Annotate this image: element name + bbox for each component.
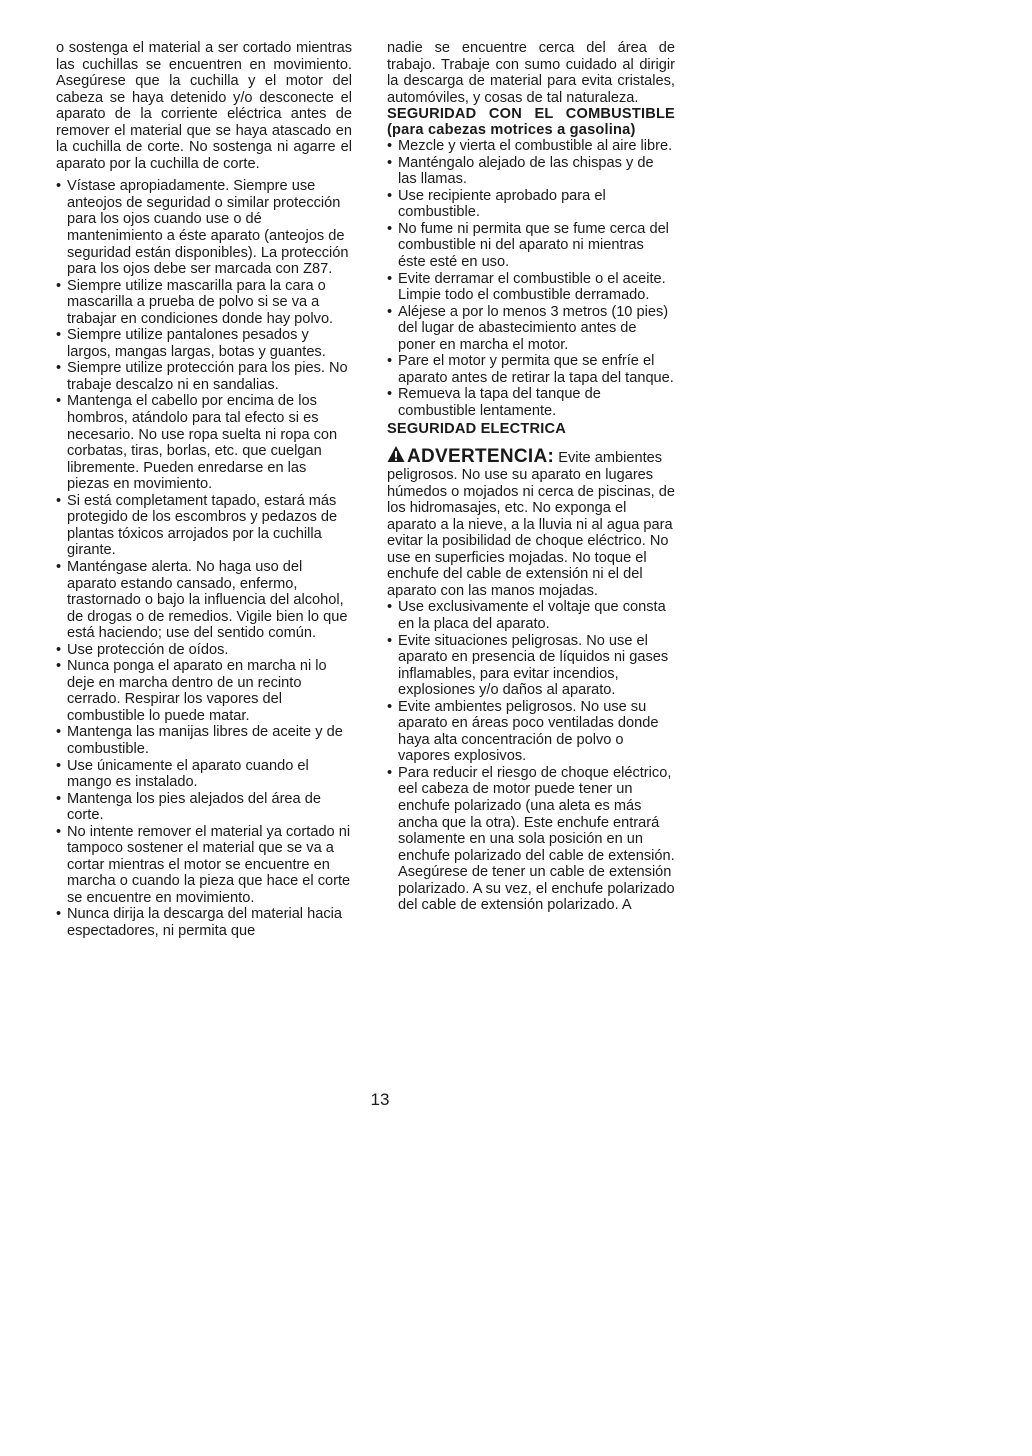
- list-item: • Manténgalo alejado de las chispas y de las llamas.: [387, 155, 675, 188]
- list-item: • Siempre utilize pantalones pesados y largos, mangas largas, botas y guantes.: [56, 327, 352, 360]
- list-item: • Use protección de oídos.: [56, 642, 352, 659]
- list-item: • Si está completament tapado, estará más protegido de los escombros y pedazos de plantas tóxicos arrojados por la cuchilla girante.: [56, 493, 352, 559]
- list-item: • Mantenga el cabello por encima de los hombros, atándolo para tal efecto si es necesario. No use ropa suelta ni ropa con corbatas, tiras, borlas, etc. que cuelgan libremente. Pueden enredarse en las piezas en movimiento.: [56, 393, 352, 492]
- list-item: • No intente remover el material ya cortado ni tampoco sostener el material que se va a cortar mientras el motor se encuentre en marcha o cuando la pieza que hace el corte se encuentre en movimiento.: [56, 824, 352, 907]
- list-item: • Manténgase alerta. No haga uso del aparato estando cansado, enfermo, trastornado o bajo la influencia del alcohol, de drogas o de remedios. Vigile bien lo que está haciendo; use del sentido común.: [56, 559, 352, 642]
- list-item: • Evite ambientes peligrosos. No use su aparato en áreas poco ventiladas donde haya alta concentración de polvo o vapores explosivos.: [387, 699, 675, 765]
- warning-triangle-icon: [387, 445, 405, 463]
- warning-block: [387, 445, 675, 599]
- warning-label: ADVERTENCIA:: [407, 446, 555, 468]
- list-item: • Use únicamente el aparato cuando el mango es instalado.: [56, 758, 352, 791]
- list-item: • Nunca dirija la descarga del material hacia espectadores, ni permita que: [56, 906, 352, 939]
- list-item: • Siempre utilize mascarilla para la cara o mascarilla a prueba de polvo si se va a trabajar en condiciones donde hay polvo.: [56, 278, 352, 328]
- page-number: 13: [370, 1090, 390, 1109]
- list-item: • Mezcle y vierta el combustible al aire libre.: [387, 138, 675, 155]
- list-item: • Mantenga los pies alejados del área de corte.: [56, 791, 352, 824]
- list-item: • Vístase apropiadamente. Siempre use anteojos de seguridad o similar protección para los ojos cuando use o dé mantenimiento a éste aparato (anteojos de seguridad están disponibles). La protección para los ojos debe ser marcada con Z87.: [56, 178, 352, 277]
- list-item: • Siempre utilize protección para los pies. No trabaje descalzo ni en sandalias.: [56, 360, 352, 393]
- list-item: • Evite derramar el combustible o el aceite. Limpie todo el combustible derramado.: [387, 271, 675, 304]
- fuel-bullet-list: [387, 138, 675, 419]
- list-item: • Pare el motor y permita que se enfríe el aparato antes de retirar la tapa del tanque.: [387, 353, 675, 386]
- list-item: • Evite situaciones peligrosas. No use el aparato en presencia de líquidos ni gases inflamables, para evitar incendios, explosiones y/o daños al aparato.: [387, 633, 675, 699]
- right-column: [387, 40, 675, 914]
- safety-bullet-list: [56, 178, 352, 939]
- list-item: • Aléjese a por lo menos 3 metros (10 pies) del lugar de abastecimiento antes de poner en marcha el motor.: [387, 304, 675, 354]
- list-item: • Remueva la tapa del tanque de combustible lentamente.: [387, 386, 675, 419]
- list-item: • Use recipiente aprobado para el combustible.: [387, 188, 675, 221]
- continuation-paragraph: nadie se encuentre cerca del área de trabajo. Trabaje con sumo cuidado al dirigir la descarga de material para evita cristales, automóviles, y cosas de tal naturaleza.: [387, 40, 675, 106]
- fuel-safety-heading: SEGURIDAD CON EL COMBUSTIBLE (para cabezas motrices a gasolina): [387, 106, 675, 139]
- list-item: • Para reducir el riesgo de choque eléctrico, eel cabeza de motor puede tener un enchufe polarizado (una aleta es más ancha que la otra). Este enchufe entrará solamente en una sola posición en un enchufe polarizado del cable de extensión. Asegúrese de tener un cable de extensión polarizado. A su vez, el enchufe polarizado del cable de extensión polarizado. A: [387, 765, 675, 914]
- list-item: • Mantenga las manijas libres de aceite y de combustible.: [56, 724, 352, 757]
- intro-paragraph: o sostenga el material a ser cortado mientras las cuchillas se encuentren en movimiento. Asegúrese que la cuchilla y el motor del cabeza se haya detenido y/o desconecte el aparato de la corriente eléctrica antes de remover el material que se haya atascado en la cuchilla de corte. No sostenga ni agarre el aparato por la cuchilla de corte.: [56, 40, 352, 172]
- list-item: • No fume ni permita que se fume cerca del combustible ni del aparato ni mientras éste esté en uso.: [387, 221, 675, 271]
- list-item: • Use exclusivamente el voltaje que consta en la placa del aparato.: [387, 599, 675, 632]
- list-item: • Nunca ponga el aparato en marcha ni lo deje en marcha dentro de un recinto cerrado. Respirar los vapores del combustible lo puede matar.: [56, 658, 352, 724]
- warning-text: Evite ambientes peligrosos. No use su aparato en lugares húmedos o mojados ni cerca de piscinas, de los hidromasajes, etc. No exponga el aparato a la nieve, a la lluvia ni al agua para evitar la posibilidad de choque eléctrico. No use en superficies mojadas. No toque el enchufe del cable de extensión ni el del aparato con las manos mojadas.: [387, 450, 675, 599]
- electrical-bullet-list: [387, 599, 675, 913]
- left-column: [56, 40, 352, 940]
- electrical-safety-heading: SEGURIDAD ELECTRICA: [387, 421, 566, 438]
